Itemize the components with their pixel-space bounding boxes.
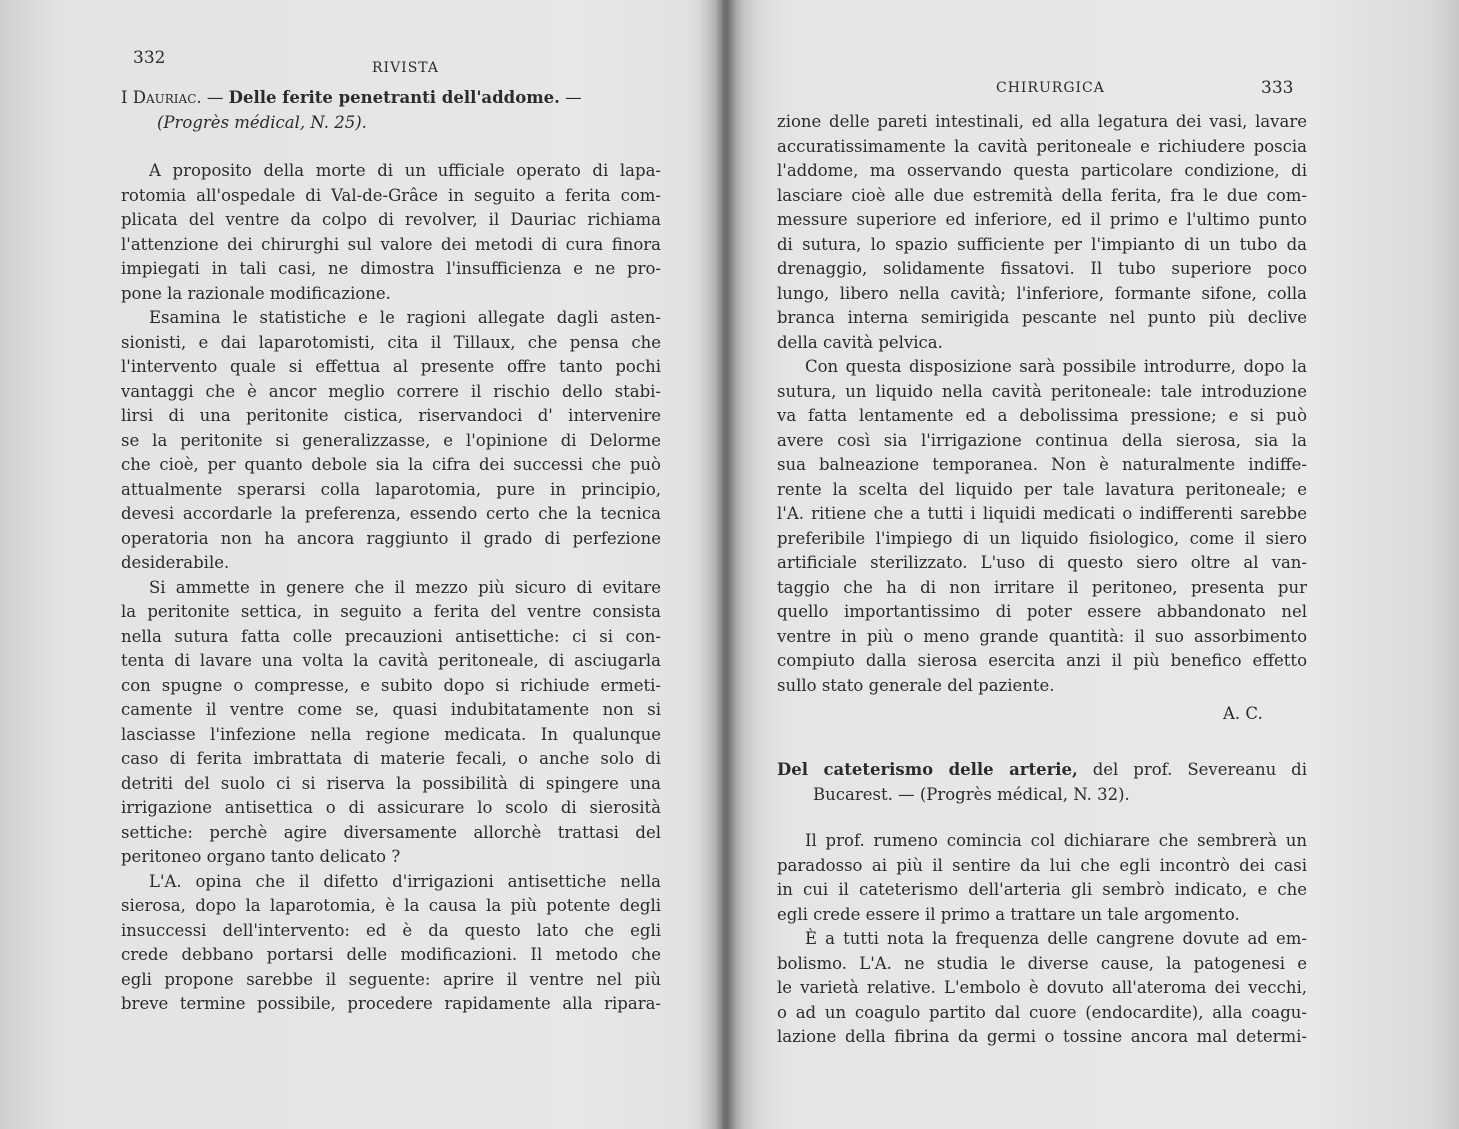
article-title: Delle ferite penetranti dell'addome. [228, 88, 560, 107]
page-number-left: 332 [133, 48, 166, 68]
text-line: breve termine possibile, procedere rapidamente alla ripara- [121, 994, 661, 1013]
text-line: detriti del suolo ci si riserva la possibilità di spingere una [121, 773, 661, 793]
text-line: la peritonite settica, in seguito a ferita del ventre consista [121, 602, 661, 621]
text-line: quello importantissimo di poter essere abbandonato nel [777, 602, 1307, 621]
text-line: caso di ferita imbrattata di materie fecali, o anche solo di [121, 749, 661, 768]
text-line: sionisti, e dai laparotomisti, cita il Tillaux, che pensa che [121, 332, 661, 352]
text-line: pone la razionale modificazione. [121, 283, 391, 303]
text-line: l'A. ritiene che a tutti i liquidi medicati o indifferenti sarebbe [777, 504, 1307, 523]
text-line: in cui il cateterismo dell'arteria gli sembrò indicato, e che [777, 880, 1307, 899]
text-line: irrigazione antisettica o di assicurare lo scolo di sierosità [121, 798, 661, 817]
text-line: artificiale sterilizzato. L'uso di questo siero oltre al van- [777, 553, 1307, 572]
text-line: branca interna semirigida pescante nel punto più declive [777, 308, 1307, 327]
right-page-body [777, 110, 1307, 698]
text-line: sierosa, dopo la laparotomia, è la causa la più potente degli [121, 896, 661, 915]
text-line: avere così sia l'irrigazione continua della sierosa, sia la [777, 430, 1307, 450]
text-line: va fatta lentamente ed a debolissima pressione; e si può [777, 406, 1307, 425]
article2-source: Bucarest. — (Progrès médical, N. 32). [813, 784, 1130, 804]
text-line: che cioè, per quanto debole sia la cifra dei successi che può [121, 455, 661, 474]
text-line: peritoneo organo tanto delicato ? [121, 847, 401, 866]
text-line: l'attenzione dei chirurghi sul valore dei metodi di cura finora [121, 234, 661, 254]
text-line: lazione della fibrina da germi o tossine ancora mal determi- [777, 1027, 1307, 1046]
article-signature: A. C. [1223, 704, 1263, 723]
text-line: lungo, libero nella cavità; l'inferiore, formante sifone, colla [777, 283, 1307, 303]
article2 [777, 758, 1307, 1050]
text-line: A proposito della morte di un ufficiale operato di lapa- [149, 161, 661, 180]
text-line: lasciasse l'infezione nella regione medicata. In qualunque [121, 724, 661, 744]
text-line: preferibile l'impiego di un liquido fisiologico, come il siero [777, 528, 1307, 548]
article-body [121, 159, 661, 1017]
text-line: della cavità pelvica. [777, 332, 943, 352]
text-line: o ad un coagulo partito dal cuore (endocardite), alla coagu- [777, 1002, 1307, 1022]
right-page [726, 0, 1459, 1129]
text-line: attualmente sperarsi colla laparotomia, pure in principio, [121, 479, 661, 499]
text-line: lirsi di una peritonite cistica, riservandoci d' intervenire [121, 406, 661, 425]
text-line: tenta di lavare una volta la cavità peritoneale, di asciugarla [121, 651, 661, 670]
article2-title: Del cateterismo delle arterie, [777, 760, 1078, 779]
article-heading [121, 86, 661, 111]
article-source: (Progrès médical, N. 25). [157, 112, 367, 132]
text-line: sua balneazione temporanea. Non è naturalmente indiffe- [777, 455, 1307, 474]
article2-byline: del prof. Severeanu di [1092, 760, 1307, 779]
text-line: nella sutura fatta colle precauzioni antisettiche: ci si con- [121, 626, 661, 646]
text-line: se la peritonite si generalizzasse, e l'opinione di Delorme [121, 430, 661, 450]
text-line: bolismo. L'A. ne studia le diverse cause, la patogenesi e [777, 953, 1307, 973]
text-line: sullo stato generale del paziente. [777, 675, 1055, 695]
text-line: rente la scelta del liquido per tale lavatura peritoneale; e [777, 479, 1307, 499]
text-line: l'intervento quale si effettua al presente offre tanto pochi [121, 357, 661, 376]
text-line: egli crede essere il primo a trattare un tale argomento. [777, 904, 1240, 924]
text-line: devesi accordarle la preferenza, essendo certo che la tecnica [121, 504, 661, 523]
text-line: egli propone sarebbe il seguente: aprire il ventre nel più [121, 969, 661, 989]
running-header-right: CHIRURGICA [996, 80, 1105, 96]
text-line: drenaggio, solidamente fissatovi. Il tubo superiore poco [777, 259, 1307, 278]
text-line: accuratissimamente la cavità peritoneale e richiudere poscia [777, 136, 1307, 156]
text-line: vantaggi che è ancor meglio correre il rischio dello stabi- [121, 381, 661, 401]
text-line: settiche: perchè agire diversamente allorchè trattasi del [121, 822, 661, 842]
text-line: con spugne o compresse, e subito dopo si richiude ermeti- [121, 675, 661, 695]
text-line: crede debbano portarsi delle modificazioni. Il metodo che [121, 945, 661, 964]
text-line: ventre in più o meno grande quantità: il suo assorbimento [777, 626, 1307, 646]
text-line: operatoria non ha ancora raggiunto il grado di perfezione [121, 528, 661, 548]
article2-body [777, 829, 1307, 1050]
text-line: Con questa disposizione sarà possibile introdurre, dopo la [805, 357, 1307, 376]
text-line: Esamina le statistiche e le ragioni allegate dagli asten- [149, 308, 661, 327]
text-line: le varietà relative. L'embolo è dovuto all'ateroma dei vecchi, [777, 978, 1307, 997]
left-page [0, 0, 718, 1129]
text-line: lasciare cioè alle due estremità della ferita, fra le due com- [777, 185, 1307, 205]
text-line: messure superiore ed inferiore, ed il primo e l'ultimo punto [777, 210, 1307, 229]
text-line: l'addome, ma osservando questa particolare condizione, di [777, 161, 1307, 180]
text-line: paradosso ai più il sentire da lui che egli incontrò dei casi [777, 855, 1307, 875]
text-line: camente il ventre come se, quasi indubitatamente non si [121, 700, 661, 719]
text-line: rotomia all'ospedale di Val-de-Grâce in seguito a ferita com- [121, 185, 661, 205]
text-line: compiuto dalla sierosa esercita anzi il più benefico effetto [777, 651, 1307, 670]
article2-heading [777, 758, 1307, 783]
text-line: sutura, un liquido nella cavità peritoneale: tale introduzione [777, 381, 1307, 401]
left-page-body [121, 86, 661, 1017]
text-line: Il prof. rumeno comincia col dichiarare che sembrerà un [805, 831, 1307, 850]
heading-dash: — [206, 88, 224, 107]
page-number-right: 333 [1261, 78, 1294, 98]
text-line: taggio che ha di non irritare il peritoneo, presenta pur [777, 577, 1307, 597]
text-line: Si ammette in genere che il mezzo più sicuro di evitare [149, 577, 661, 597]
running-header-left: RIVISTA [372, 60, 439, 76]
continuation-body [777, 110, 1307, 698]
text-line: L'A. opina che il difetto d'irrigazioni antisettiche nella [149, 871, 661, 891]
text-line: zione delle pareti intestinali, ed alla legatura dei vasi, lavare [777, 112, 1307, 131]
article-author: I Dauriac. [121, 88, 202, 107]
text-line: plicata del ventre da colpo di revolver, il Dauriac richiama [121, 210, 661, 229]
text-line: È a tutti nota la frequenza delle cangrene dovute ad em- [805, 929, 1307, 948]
text-line: insuccessi dell'intervento: ed è da questo lato che egli [121, 920, 661, 940]
text-line: di sutura, lo spazio sufficiente per l'impianto di un tubo da [777, 234, 1307, 254]
text-line: desiderabile. [121, 553, 230, 572]
text-line: impiegati in tali casi, ne dimostra l'insufficienza e ne pro- [121, 259, 661, 278]
heading-dash: — [565, 88, 582, 107]
